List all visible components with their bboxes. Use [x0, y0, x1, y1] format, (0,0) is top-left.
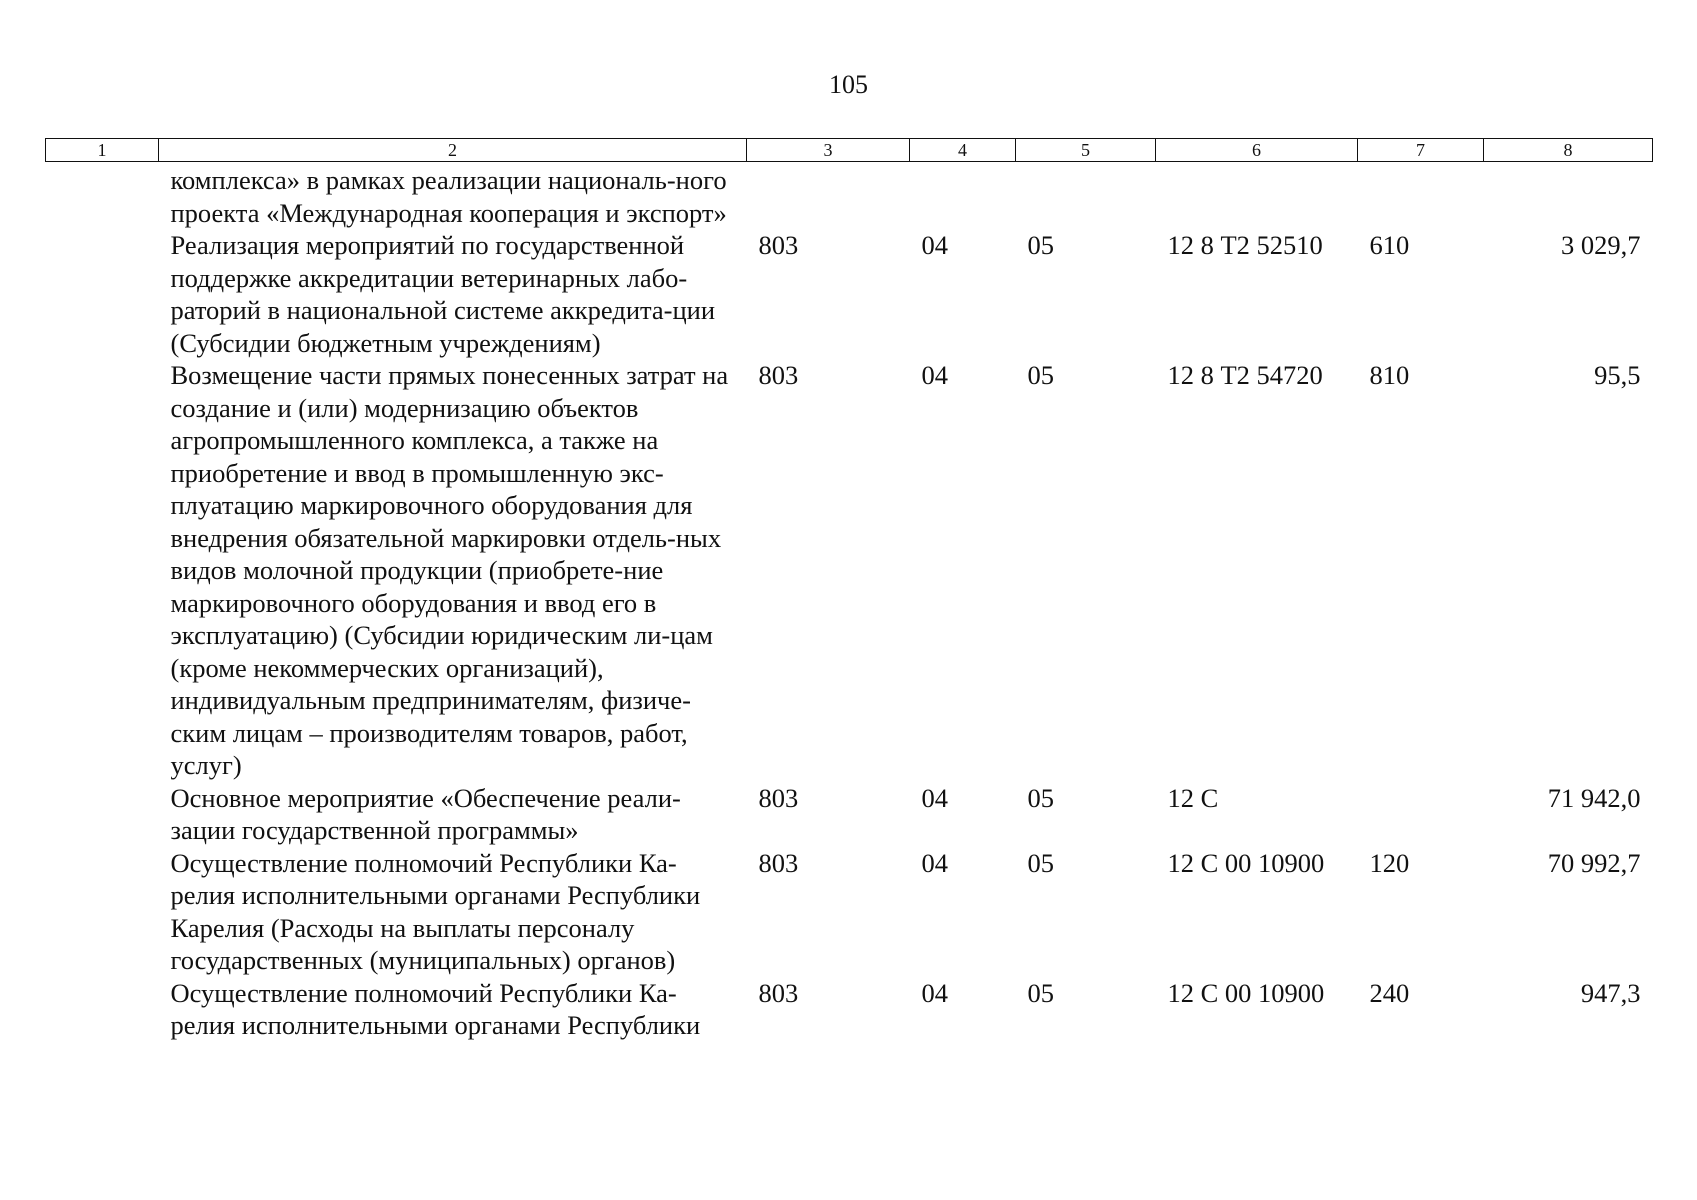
- budget-table: [45, 138, 1653, 1042]
- table-row: [46, 229, 1653, 359]
- row-col-1: [46, 229, 159, 359]
- ministry-code: 803: [758, 782, 799, 813]
- header-col-2: 2: [159, 139, 747, 162]
- amount: 70 992,7: [1547, 847, 1641, 878]
- table-body: [46, 162, 1653, 1042]
- page-number: 105: [829, 70, 868, 99]
- expense-type: 610: [1369, 230, 1410, 260]
- table-row: [46, 359, 1653, 782]
- table-header: [46, 139, 1653, 162]
- row-col-1: [46, 977, 159, 1042]
- expense-name: Основное мероприятие «Обеспечение реали-зации государственной программы»: [170, 782, 681, 845]
- subsection-code: 05: [1027, 230, 1054, 260]
- ministry-code: 803: [758, 230, 799, 260]
- expense-type: 120: [1369, 847, 1410, 878]
- section-code: 04: [921, 360, 948, 390]
- amount: 947,3: [1580, 977, 1641, 1008]
- header-col-3: 3: [747, 139, 910, 162]
- subsection-code: [1016, 162, 1156, 230]
- amount: 3 029,7: [1561, 230, 1641, 260]
- header-col-6: 6: [1156, 139, 1358, 162]
- header-col-1: 1: [46, 139, 159, 162]
- target-article: 12 8 Т2 54720: [1167, 360, 1323, 390]
- row-col-1: [46, 162, 159, 230]
- target-article: 12 С: [1167, 782, 1219, 813]
- header-row: [46, 139, 1653, 162]
- section-code: [910, 162, 1016, 230]
- target-article: [1156, 162, 1358, 230]
- expense-name: Осуществление полномочий Республики Ка-релия исполнительными органами Республики: [170, 977, 701, 1040]
- target-article: 12 С 00 10900: [1167, 977, 1325, 1008]
- table-row: [46, 847, 1653, 977]
- amount: [1484, 162, 1653, 230]
- header-col-7: 7: [1358, 139, 1484, 162]
- expense-type: 810: [1369, 360, 1410, 390]
- header-col-4: 4: [910, 139, 1016, 162]
- row-col-1: [46, 847, 159, 977]
- amount: 71 942,0: [1547, 782, 1641, 813]
- target-article: 12 8 Т2 52510: [1167, 230, 1323, 260]
- row-col-1: [46, 359, 159, 782]
- subsection-code: 05: [1027, 782, 1054, 813]
- header-col-8: 8: [1484, 139, 1653, 162]
- table-row: [46, 162, 1653, 230]
- section-code: 04: [921, 847, 948, 878]
- subsection-code: 05: [1027, 360, 1054, 390]
- subsection-code: 05: [1027, 847, 1054, 878]
- expense-name: Осуществление полномочий Республики Ка-релия исполнительными органами Республики Карелия (Расходы на выплаты персоналу государственных (муниципальных) органов): [170, 847, 701, 975]
- expense-type: [1358, 162, 1484, 230]
- table-row: [46, 782, 1653, 847]
- ministry-code: 803: [758, 977, 799, 1008]
- header-col-5: 5: [1016, 139, 1156, 162]
- table-row: [46, 977, 1653, 1042]
- section-code: 04: [921, 977, 948, 1008]
- target-article: 12 С 00 10900: [1167, 847, 1325, 878]
- subsection-code: 05: [1027, 977, 1054, 1008]
- expense-name: Возмещение части прямых понесенных затрат на создание и (или) модернизацию объектов агропромышленного комплекса, а также на приобретение и ввод в промышленную экс-плуатацию маркировочного оборудования для внедрения обязательной маркировки отдель-ных видов молочной продукции (приобрете-ние маркировочного оборудования и ввод его в эксплуатацию) (Субсидии юридическим ли-цам (кроме некоммерческих организаций), индивидуальным предпринимателям, физиче-ским лицам – производителям товаров, работ, услуг): [170, 360, 729, 780]
- section-code: 04: [921, 230, 948, 260]
- ministry-code: [747, 162, 910, 230]
- expense-name: Реализация мероприятий по государственной поддержке аккредитации ветеринарных лабо-раторий в национальной системе аккредита-ции (Субсидии бюджетным учреждениям): [170, 230, 716, 358]
- expense-type: [1358, 782, 1484, 847]
- ministry-code: 803: [758, 847, 799, 878]
- amount: 95,5: [1594, 360, 1641, 390]
- expense-type: 240: [1369, 977, 1410, 1008]
- expense-name: комплекса» в рамках реализации националь-ного проекта «Международная кооперация и экспорт»: [170, 165, 727, 228]
- ministry-code: 803: [758, 360, 799, 390]
- section-code: 04: [921, 782, 948, 813]
- row-col-1: [46, 782, 159, 847]
